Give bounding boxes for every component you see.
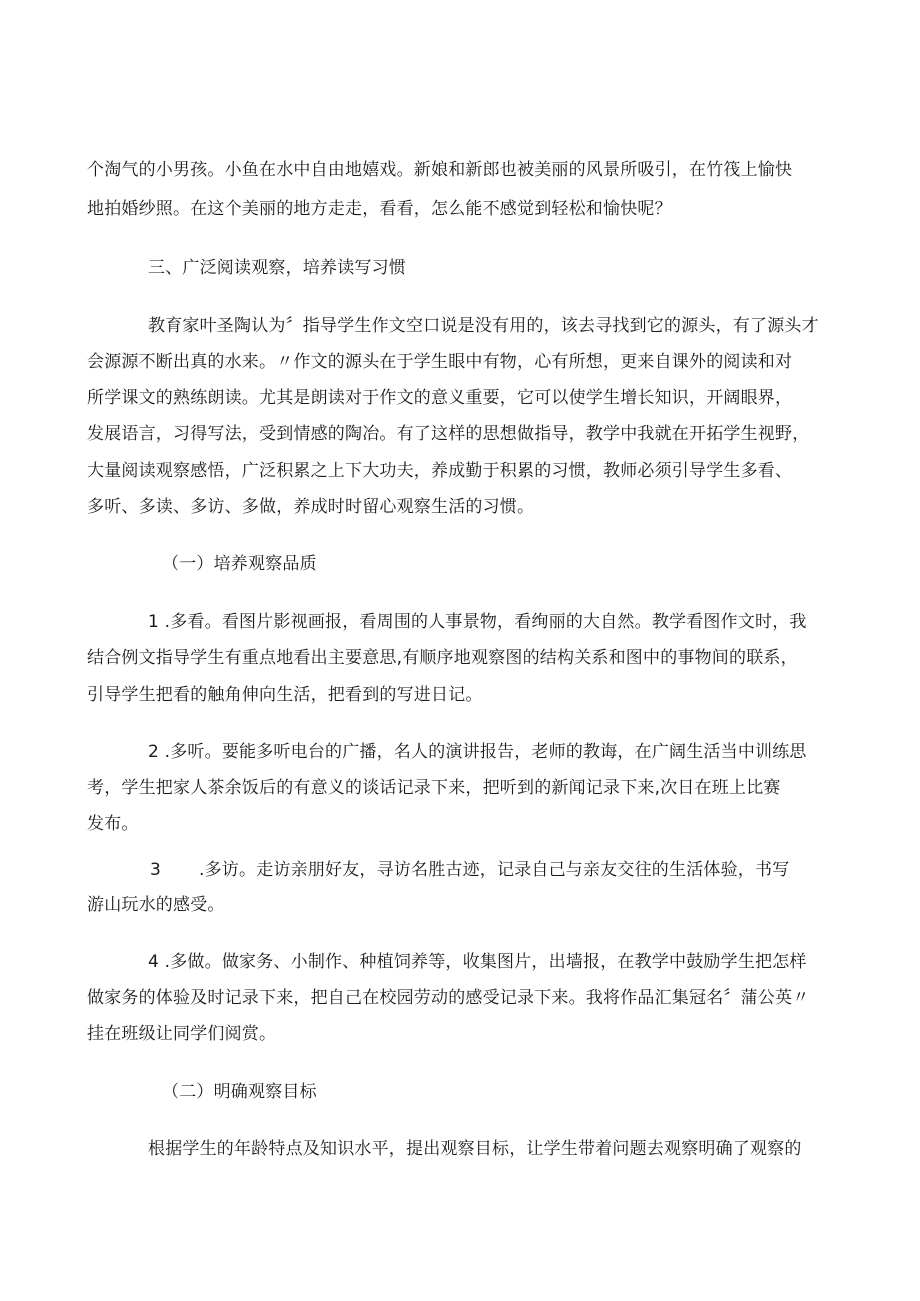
paragraph-line: 根据学生的年龄特点及知识水平，提出观察目标，让学生带着问题去观察明确了观察的 bbox=[148, 1139, 802, 1159]
list-item-line: 结合例文指导学生有重点地看出主要意思,有顺序地观察图的结构关系和图中的事物间的联系， bbox=[87, 648, 798, 668]
list-item-line: 1 .多看。看图片影视画报，看周围的人事景物，看绚丽的大自然。教学看图作文时，我 bbox=[148, 612, 807, 632]
list-item-line: 4 .多做。做家务、小制作、种植饲养等，收集图片，出墙报，在教学中鼓励学生把怎样 bbox=[148, 952, 807, 972]
list-item-line: 考，学生把家人茶余饭后的有意义的谈话记录下来，把听到的新闻记录下来,次日在班上比赛 bbox=[87, 778, 781, 798]
paragraph-line: 多听、多读、多访、多做，养成时时留心观察生活的习惯。 bbox=[87, 497, 535, 517]
paragraph-line: 个淘气的小男孩。小鱼在水中自由地嬉戏。新娘和新郎也被美丽的风景所吸引，在竹筏上愉快 bbox=[87, 160, 793, 180]
paragraph-line: 地拍婚纱照。在这个美丽的地方走走，看看，怎么能不感觉到轻松和愉快呢？ bbox=[87, 199, 672, 219]
list-item-number: 3 bbox=[150, 860, 162, 880]
paragraph-line: 发展语言，习得写法，受到情感的陶冶。有了这样的思想做指导，教学中我就在开拓学生视野， bbox=[87, 424, 810, 444]
paragraph-line: 会源源不断出真的水来。〃作文的源头在于学生眼中有物，心有所想，更来自课外的阅读和对 bbox=[87, 352, 793, 372]
list-item-line: 发布。 bbox=[87, 814, 139, 834]
list-item-line: .多访。走访亲朋好友，寻访名胜古迹，记录自己与亲友交往的生活体验，书写 bbox=[199, 860, 790, 880]
paragraph-line: 大量阅读观察感悟，广泛积累之上下大功夫，养成勤于积累的习惯，教师必须引导学生多看、 bbox=[87, 461, 793, 481]
paragraph-line: 所学课文的熟练朗读。尤其是朗读对于作文的意义重要，它可以使学生增长知识，开阔眼界， bbox=[87, 388, 793, 408]
list-item-line: 做家务的体验及时记录下来，把自己在校园劳动的感受记录下来。我将作品汇集冠名〞蒲公英〃 bbox=[87, 988, 810, 1008]
list-item-line: 引导学生把看的触角伸向生活，把看到的写进日记。 bbox=[87, 685, 483, 705]
paragraph-line: 教育家叶圣陶认为〞指导学生作文空口说是没有用的，该去寻找到它的源头，有了源头才 bbox=[148, 316, 819, 336]
list-item-line: 游山玩水的感受。 bbox=[87, 895, 225, 915]
list-item-line: 2 .多听。要能多听电台的广播，名人的演讲报告，老师的教诲，在广阔生活当中训练思 bbox=[148, 742, 807, 762]
subsection-heading: （一）培养观察品质 bbox=[162, 554, 317, 574]
list-item-line: 挂在班级让同学们阅赏。 bbox=[87, 1024, 277, 1044]
subsection-heading: （二）明确观察目标 bbox=[162, 1082, 317, 1102]
section-heading: 三、广泛阅读观察，培养读写习惯 bbox=[148, 258, 406, 278]
